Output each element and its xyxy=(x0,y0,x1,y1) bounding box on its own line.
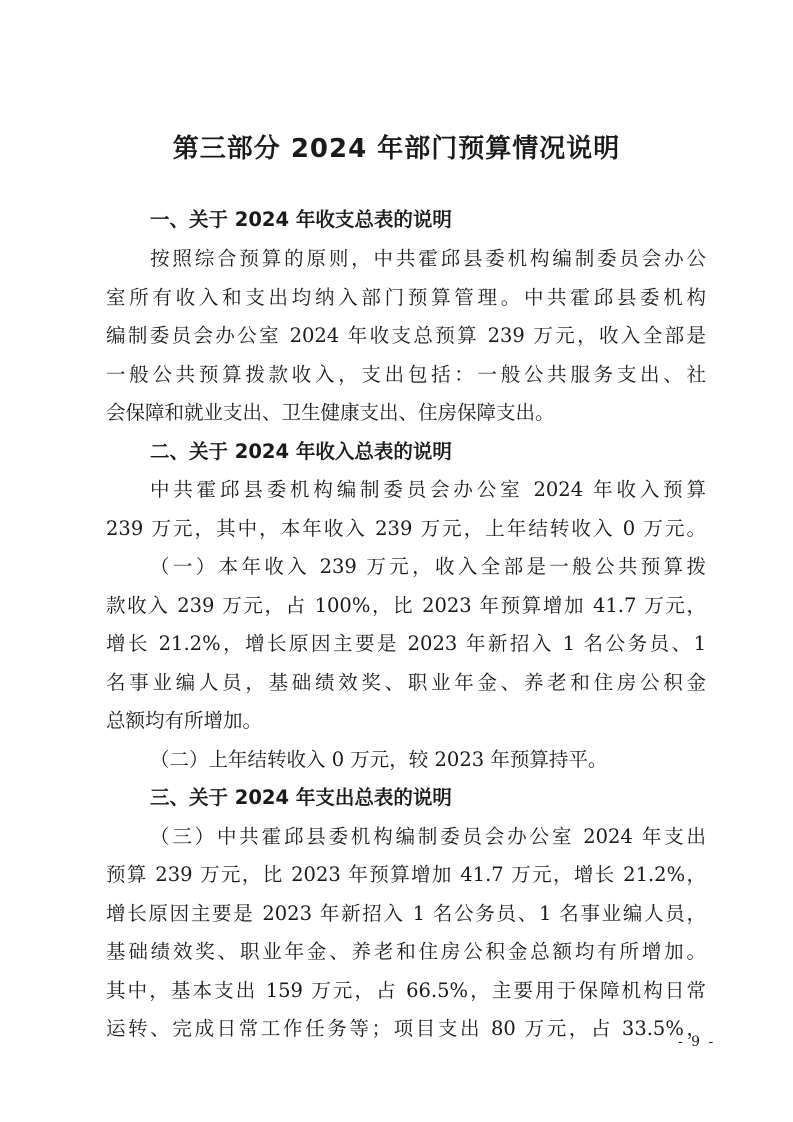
section-heading-1: 一、关于 2024 年收支总表的说明 xyxy=(150,208,452,231)
page-title: 第三部分 2024 年部门预算情况说明 xyxy=(172,134,621,164)
paragraph-line: （三）中共霍邱县委机构编制委员会办公室 2024 年支出 xyxy=(150,825,706,848)
paragraph-line: 总额均有所增加。 xyxy=(106,709,263,732)
paragraph-line: 会保障和就业支出、卫生健康支出、住房保障支出。 xyxy=(106,401,555,424)
paragraph-line: 款收入 239 万元，占 100%，比 2023 年预算增加 41.7 万元， xyxy=(106,594,706,617)
paragraph-line: （一）本年收入 239 万元，收入全部是一般公共预算拨 xyxy=(150,555,706,578)
page-number: - 9 - xyxy=(678,1034,716,1050)
paragraph-line: 一般公共预算拨款收入，支出包括：一般公共服务支出、社 xyxy=(106,363,706,386)
paragraph-line: 运转、完成日常工作任务等；项目支出 80 万元，占 33.5%， xyxy=(106,1017,706,1040)
section-heading-2: 二、关于 2024 年收入总表的说明 xyxy=(150,440,452,463)
paragraph-line: 239 万元，其中，本年收入 239 万元，上年结转收入 0 万元。 xyxy=(106,517,706,540)
paragraph-line: 基础绩效奖、职业年金、养老和住房公积金总额均有所增加。 xyxy=(106,940,706,963)
paragraph-line: 增长 21.2%，增长原因主要是 2023 年新招入 1 名公务员、1 xyxy=(106,632,706,655)
section-heading-3: 三、关于 2024 年支出总表的说明 xyxy=(150,786,452,809)
paragraph-line: （二）上年结转收入 0 万元，较 2023 年预算持平。 xyxy=(150,748,608,771)
paragraph-line: 室所有收入和支出均纳入部门预算管理。中共霍邱县委机构 xyxy=(106,286,706,309)
paragraph-line: 其中，基本支出 159 万元，占 66.5%，主要用于保障机构日常 xyxy=(106,979,706,1002)
paragraph-line: 按照综合预算的原则，中共霍邱县委机构编制委员会办公 xyxy=(150,247,706,270)
paragraph-line: 预算 239 万元，比 2023 年预算增加 41.7 万元，增长 21.2%， xyxy=(106,863,706,886)
paragraph-line: 名事业编人员，基础绩效奖、职业年金、养老和住房公积金 xyxy=(106,671,706,694)
paragraph-line: 编制委员会办公室 2024 年收支总预算 239 万元，收入全部是 xyxy=(106,324,706,347)
paragraph-line: 增长原因主要是 2023 年新招入 1 名公务员、1 名事业编人员， xyxy=(106,902,706,925)
paragraph-line: 中共霍邱县委机构编制委员会办公室 2024 年收入预算 xyxy=(150,478,706,501)
